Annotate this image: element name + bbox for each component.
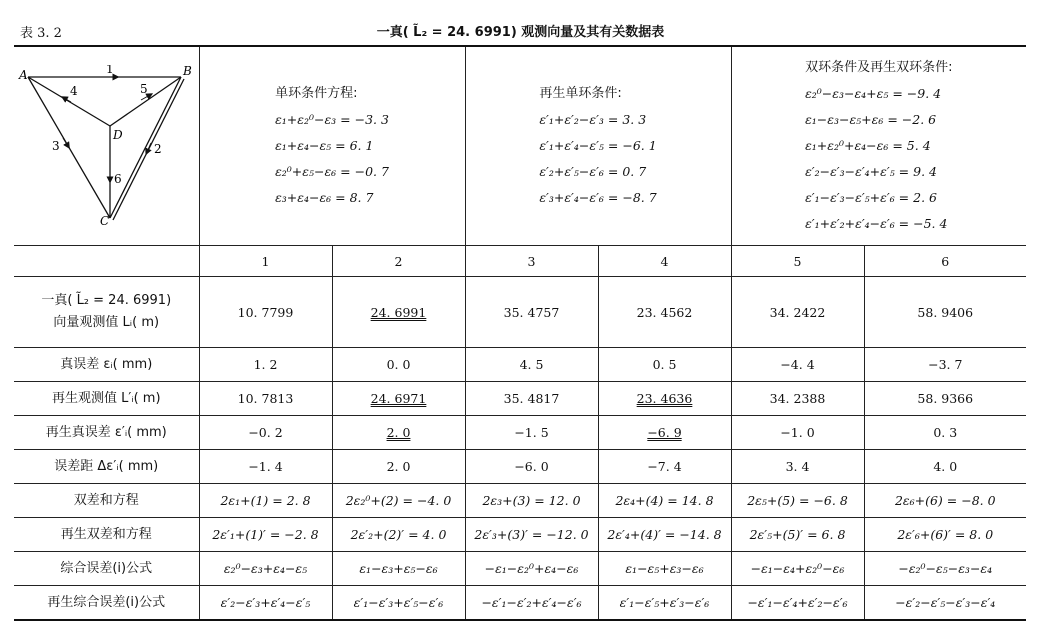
table-cell: 58. 9366 <box>864 382 1026 416</box>
table-cell: ε₁−ε₃+ε₅−ε₆ <box>332 552 465 586</box>
regen-single-loop-heading: 再生单环条件: <box>539 85 622 101</box>
table-cell: 2ε′₂+(2)′ = 4. 0 <box>332 518 465 552</box>
column-index: 5 <box>731 246 864 277</box>
column-index-row <box>14 246 1026 277</box>
equation: ε′₁−ε′₃−ε′₅+ε′₆ = 2. 6 <box>805 189 937 205</box>
table-cell: 4. 5 <box>465 348 598 382</box>
row-label-line: 一真( L̃₂ = 24. 6991) <box>41 293 172 308</box>
table-cell: 35. 4757 <box>465 277 598 348</box>
table-cell: 23. 4562 <box>598 277 731 348</box>
table-cell <box>332 277 465 348</box>
table-row <box>14 382 1026 416</box>
equation: ε₁+ε₂⁰−ε₃ = −3. 3 <box>275 111 389 127</box>
equation: ε′₂+ε′₅−ε′₆ = 0. 7 <box>539 163 647 179</box>
table-cell: 2ε₆+(6) = −8. 0 <box>864 484 1026 518</box>
equation: ε₃+ε₄−ε₆ = 8. 7 <box>275 189 374 205</box>
equation: ε₁−ε₃−ε₅+ε₆ = −2. 6 <box>805 111 937 127</box>
table-cell: −4. 4 <box>731 348 864 382</box>
table-cell: −7. 4 <box>598 450 731 484</box>
equation: ε′₁+ε′₂+ε′₄−ε′₆ = −5. 4 <box>805 215 948 231</box>
row-label <box>14 277 199 348</box>
table-cell: 10. 7799 <box>199 277 332 348</box>
vertex-label-a: A <box>19 67 28 82</box>
header-row <box>14 46 1026 246</box>
table-cell: 0. 3 <box>864 416 1026 450</box>
row-label: 再生综合误差(i)公式 <box>14 586 199 621</box>
network-diagram <box>16 65 196 225</box>
table-cell: 2ε₅+(5) = −6. 8 <box>731 484 864 518</box>
empty-corner-cell <box>14 246 199 277</box>
table-cell: −1. 0 <box>731 416 864 450</box>
column-index: 3 <box>465 246 598 277</box>
table-cell: −ε₂⁰−ε₅−ε₃−ε₄ <box>864 552 1026 586</box>
table-cell: 34. 2388 <box>731 382 864 416</box>
table-row <box>14 484 1026 518</box>
edge-label-3: 3 <box>52 138 60 153</box>
row-label: 再生真误差 ε′ᵢ( mm) <box>14 416 199 450</box>
table-row <box>14 277 1026 348</box>
table-cell <box>598 382 731 416</box>
table-cell: −ε₁−ε₄+ε₂⁰−ε₆ <box>731 552 864 586</box>
vertex-label-d: D <box>113 127 123 142</box>
underlined-value: 24. 6991 <box>370 304 427 320</box>
regen-single-loop-cell <box>465 46 731 246</box>
single-loop-cell <box>199 46 465 246</box>
row-label: 双差和方程 <box>14 484 199 518</box>
table-cell: −1. 4 <box>199 450 332 484</box>
double-loop-heading: 双环条件及再生双环条件: <box>805 59 953 75</box>
table-cell: 2ε₁+(1) = 2. 8 <box>199 484 332 518</box>
edge-label-6: 6 <box>114 171 122 186</box>
equation: ε₁+ε₂⁰+ε₄−ε₆ = 5. 4 <box>805 137 931 153</box>
single-loop-heading: 单环条件方程: <box>275 85 358 101</box>
equation: ε′₁+ε′₄−ε′₅ = −6. 1 <box>539 137 657 153</box>
equation: ε′₂−ε′₃−ε′₄+ε′₅ = 9. 4 <box>805 163 937 179</box>
table-number: 表 3. 2 <box>20 26 62 41</box>
table-cell: 1. 2 <box>199 348 332 382</box>
edge-label-1: 1 <box>106 64 114 76</box>
underlined-value: −6. 9 <box>647 425 682 440</box>
equation: ε′₁+ε′₂−ε′₃ = 3. 3 <box>539 111 647 127</box>
table-cell: 2ε′₃+(3)′ = −12. 0 <box>465 518 598 552</box>
table-cell <box>332 382 465 416</box>
table-cell: 35. 4817 <box>465 382 598 416</box>
edge-label-4: 4 <box>70 83 78 98</box>
row-label-line: 向量观测值 Lᵢ( m) <box>53 315 160 330</box>
table-title: 一真( L̃₂ = 24. 6991) 观测向量及其有关数据表 <box>376 25 665 40</box>
vertex-label-c: C <box>100 213 110 225</box>
table-cell: −3. 7 <box>864 348 1026 382</box>
table-cell: 58. 9406 <box>864 277 1026 348</box>
row-label: 误差距 Δε′ᵢ( mm) <box>14 450 199 484</box>
edge-label-2: 2 <box>154 141 162 156</box>
table-cell: −ε′₁−ε′₂+ε′₄−ε′₆ <box>465 586 598 621</box>
equation: ε′₃+ε′₄−ε′₆ = −8. 7 <box>539 189 657 205</box>
column-index: 1 <box>199 246 332 277</box>
equation: ε₁+ε₄−ε₅ = 6. 1 <box>275 137 374 153</box>
column-index: 6 <box>864 246 1026 277</box>
column-index: 2 <box>332 246 465 277</box>
table-cell: 2ε₄+(4) = 14. 8 <box>598 484 731 518</box>
table-caption <box>14 18 1027 42</box>
equation: ε₂⁰−ε₃−ε₄+ε₅ = −9. 4 <box>805 85 942 101</box>
row-label: 再生观测值 L′ᵢ( m) <box>14 382 199 416</box>
table-cell: −6. 0 <box>465 450 598 484</box>
table-cell: ε′₁−ε′₃+ε′₅−ε′₆ <box>332 586 465 621</box>
row-label: 真误差 εᵢ( mm) <box>14 348 199 382</box>
table-cell: ε₁−ε₅+ε₃−ε₆ <box>598 552 731 586</box>
table-cell: 2ε₃+(3) = 12. 0 <box>465 484 598 518</box>
table-cell: 0. 0 <box>332 348 465 382</box>
table-cell: −1. 5 <box>465 416 598 450</box>
table-row <box>14 348 1026 382</box>
vertex-label-b: B <box>183 64 193 78</box>
table-cell: 3. 4 <box>731 450 864 484</box>
table-cell: −0. 2 <box>199 416 332 450</box>
data-table <box>14 45 1026 621</box>
table-cell: −ε′₁−ε′₄+ε′₂−ε′₆ <box>731 586 864 621</box>
table-cell: 0. 5 <box>598 348 731 382</box>
table-cell: ε₂⁰−ε₃+ε₄−ε₅ <box>199 552 332 586</box>
table-cell: 2ε′₄+(4)′ = −14. 8 <box>598 518 731 552</box>
row-label: 再生双差和方程 <box>14 518 199 552</box>
column-index: 4 <box>598 246 731 277</box>
table-row <box>14 552 1026 586</box>
network-diagram-cell <box>14 46 199 246</box>
row-label: 综合误差(i)公式 <box>14 552 199 586</box>
underlined-value: 23. 4636 <box>636 391 693 406</box>
table-cell: 2. 0 <box>332 450 465 484</box>
table-cell: 2ε′₅+(5)′ = 6. 8 <box>731 518 864 552</box>
table-cell: −ε₁−ε₂⁰+ε₄−ε₆ <box>465 552 598 586</box>
table-cell: ε′₁−ε′₅+ε′₃−ε′₆ <box>598 586 731 621</box>
table-row <box>14 450 1026 484</box>
table-row <box>14 518 1026 552</box>
double-loop-cell <box>731 46 1026 246</box>
table-cell: 2ε₂⁰+(2) = −4. 0 <box>332 484 465 518</box>
table-cell: 4. 0 <box>864 450 1026 484</box>
table-cell: 2ε′₁+(1)′ = −2. 8 <box>199 518 332 552</box>
table-cell: 2ε′₆+(6)′ = 8. 0 <box>864 518 1026 552</box>
table-cell: 34. 2422 <box>731 277 864 348</box>
underlined-value: 24. 6971 <box>370 391 427 406</box>
table-cell: 10. 7813 <box>199 382 332 416</box>
edge-label-5: 5 <box>140 81 148 96</box>
equation: ε₂⁰+ε₅−ε₆ = −0. 7 <box>275 163 389 179</box>
underlined-value: 2. 0 <box>386 425 411 440</box>
table-row <box>14 416 1026 450</box>
table-row <box>14 586 1026 621</box>
table-cell <box>598 416 731 450</box>
table-cell: ε′₂−ε′₃+ε′₄−ε′₅ <box>199 586 332 621</box>
table-cell: −ε′₂−ε′₅−ε′₃−ε′₄ <box>864 586 1026 621</box>
table-cell <box>332 416 465 450</box>
